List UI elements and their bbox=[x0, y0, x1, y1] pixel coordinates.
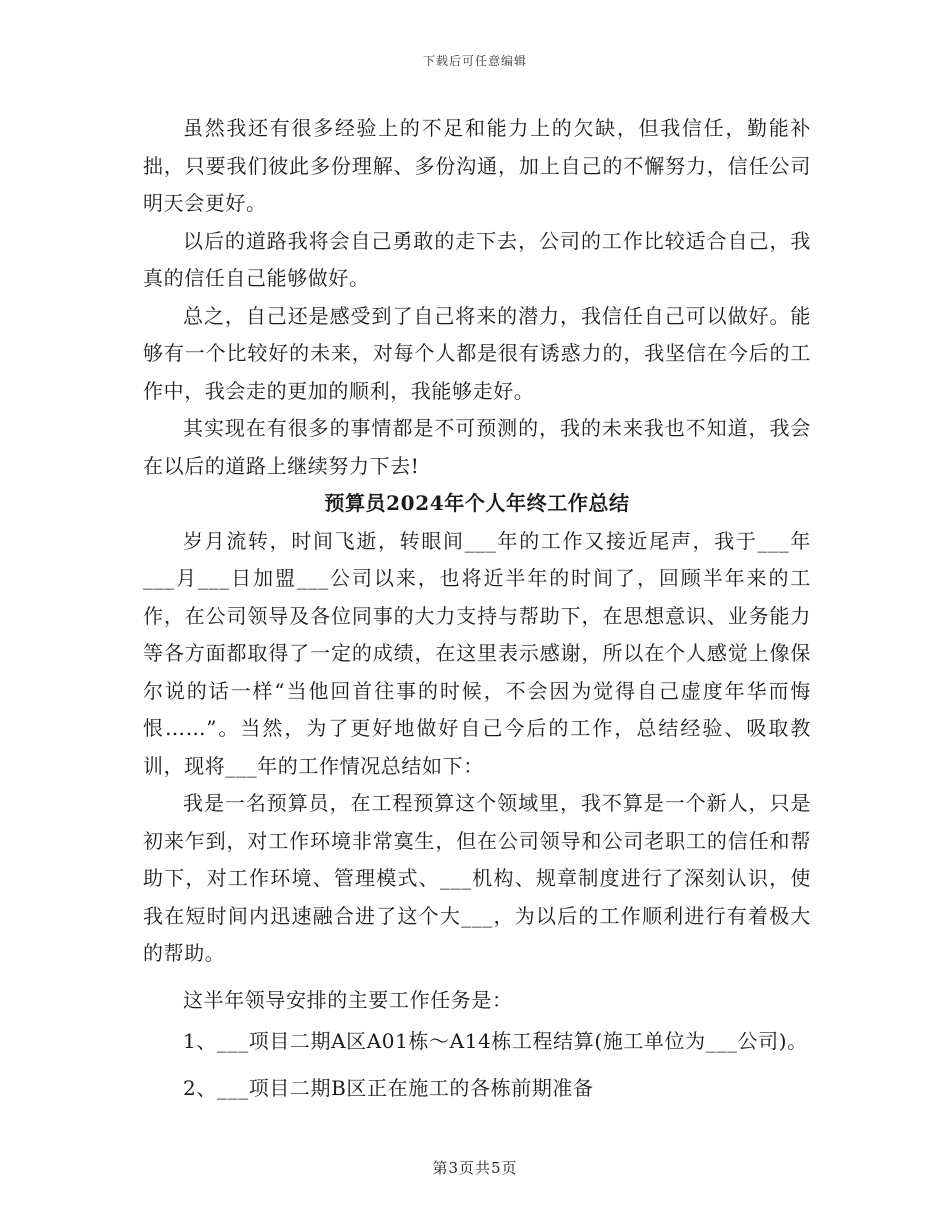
paragraph-8: 1、___项目二期A区A01栋～A14栋工程结算(施工单位为___公司)。 bbox=[183, 1029, 808, 1053]
paragraph-4: 其实现在有很多的事情都是不可预测的，我的未来我也不知道，我会在以后的道路上继续努力下去! bbox=[143, 416, 811, 478]
paragraph-2: 以后的道路我将会自己勇敢的走下去，公司的工作比较适合自己，我真的信任自己能够做好。 bbox=[143, 228, 811, 290]
paragraph-7: 这半年领导安排的主要工作任务是： bbox=[183, 987, 513, 1012]
section-title: 预算员2024年个人年终工作总结 bbox=[324, 491, 630, 515]
paragraph-3: 总之，自己还是感受到了自己将来的潜力，我信任自己可以做好。能够有一个比较好的未来，对每个人都是很有诱惑力的，我坚信在今后的工作中，我会走的更加的顺利，我能够走好。 bbox=[143, 303, 811, 403]
document-body bbox=[143, 110, 811, 1107]
page-header: 下载后可任意编辑 bbox=[422, 54, 527, 68]
paragraph-1: 虽然我还有很多经验上的不足和能力上的欠缺，但我信任，勤能补拙，只要我们彼此多份理解、多份沟通，加上自己的不懈努力，信任公司明天会更好。 bbox=[143, 116, 811, 215]
paragraph-6: 我是一名预算员，在工程预算这个领域里，我不算是一个新人，只是初来乍到，对工作环境非常寞生，但在公司领导和公司老职工的信任和帮助下，对工作环境、管理模式、___机构、规章制度进行了深刻认识，使我在短时间内迅速融合进了这个大___，为以后的工作顺利进行有着极大的帮助。 bbox=[143, 791, 811, 965]
paragraph-9: 2、___项目二期B区正在施工的各栋前期准备 bbox=[183, 1075, 594, 1100]
paragraph-5: 岁月流转，时间飞逝，转眼间___年的工作又接近尾声，我于___年___月___日加盟___公司以来，也将近半年的时间了，回顾半年来的工作，在公司领导及各位同事的大力支持与帮助下，在思想意识、业务能力等各方面都取得了一定的成绩，在这里表示感谢，所以在个人感觉上像保尔说的话一样“当他回首往事的时候，不会因为觉得自己虚度年华而悔恨……”。当然，为了更好地做好自己今后的工作，总结经验、吸取教训，现将___年的工作情况总结如下： bbox=[143, 528, 811, 778]
page-footer: 第3页共5页 bbox=[432, 1159, 518, 1177]
